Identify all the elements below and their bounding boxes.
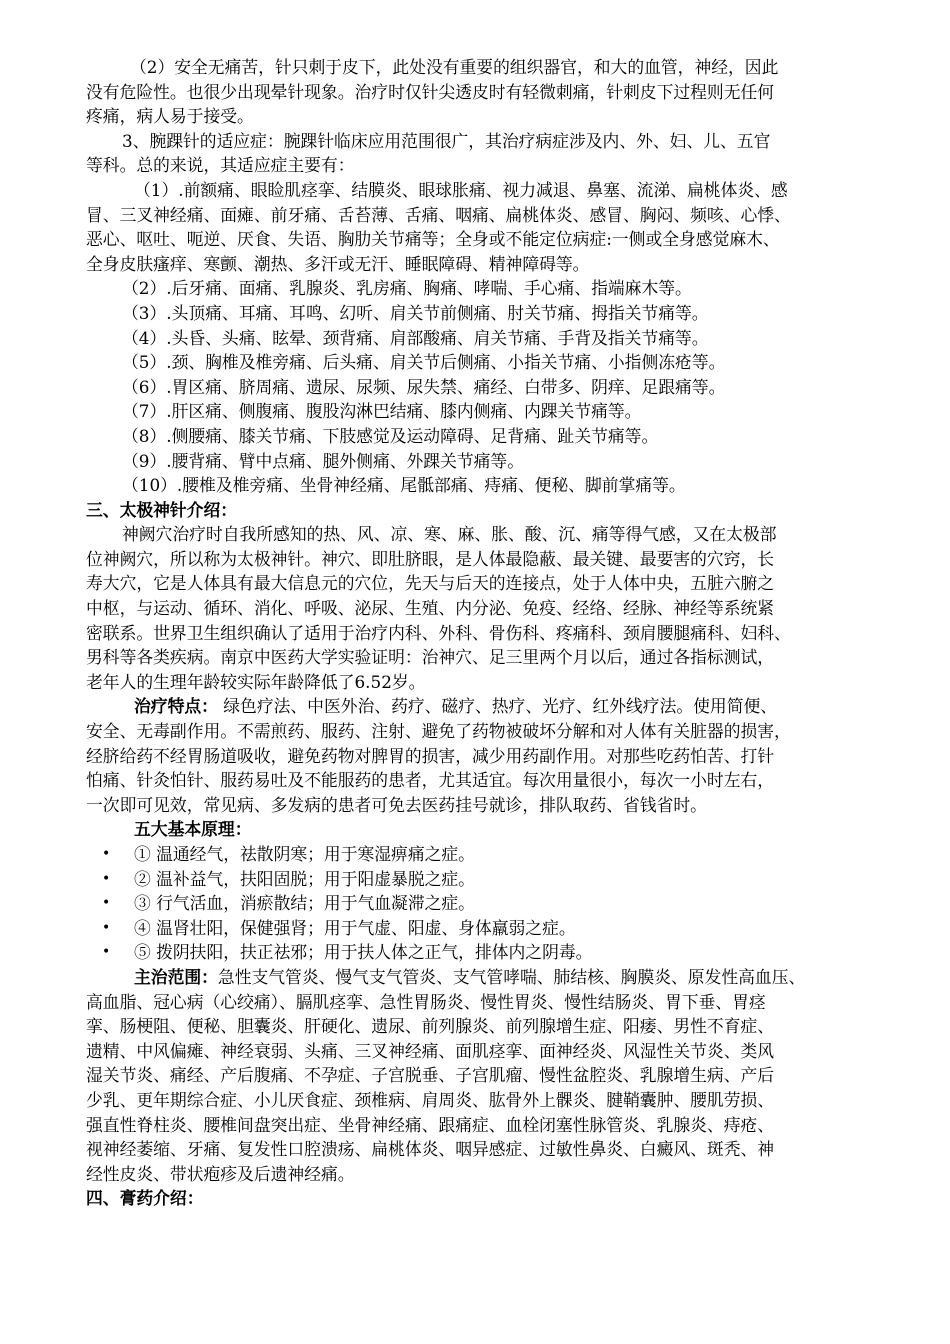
- text-line: [86, 571, 866, 596]
- line-text: 绿色疗法、中医外治、药疗、磁疗、热疗、光疗、红外线疗法。使用简便、: [217, 696, 778, 717]
- text-line: [86, 719, 866, 744]
- line-text: （9）.腰背痛、臂中点痛、腿外侧痛、外踝关节痛等。: [122, 450, 524, 471]
- text-line: [86, 645, 866, 670]
- text-line: [86, 153, 866, 178]
- line-text: 等科。总的来说，其适应症主要有：: [86, 155, 355, 176]
- line-text: ① 温通经气，祛散阴寒；用于寒湿痹痛之症。: [134, 844, 475, 864]
- line-text: 挛、肠梗阻、便秘、胆囊炎、肝硬化、遗尿、前列腺炎、前列腺增生症、阳痿、男性不育症、: [86, 1016, 775, 1037]
- bullet-item: [86, 940, 866, 965]
- bullet-icon: •: [102, 919, 111, 936]
- text-line: [86, 252, 866, 277]
- line-text: 老年人的生理年龄较实际年龄降低了6.52岁。: [86, 671, 426, 692]
- line-text: ③ 行气活血，消瘀散结；用于气血凝滞之症。: [134, 893, 475, 914]
- line-text: 男科等各类疾病。南京中医药大学实验证明：治神穴、足三里两个月以后，通过各指标测试，: [86, 647, 775, 668]
- line-text: （6）.胃区痛、脐周痛、遗尿、尿频、尿失禁、痛经、白带多、阴痒、足跟痛等。: [122, 376, 726, 397]
- text-line: [86, 522, 866, 547]
- text-line: [86, 1162, 866, 1187]
- line-text: （2）.后牙痛、面痛、乳腺炎、乳房痛、胸痛、哮喘、手心痛、指端麻木等。: [122, 278, 692, 299]
- line-text: （2）安全无痛苦，针只刺于皮下，此处没有重要的组织器官，和大的血管，神经，因此: [130, 57, 779, 77]
- text-line: [86, 1039, 866, 1064]
- line-text: 高血脂、冠心病（心绞痛）、膈肌痉挛、急性胃肠炎、慢性胃炎、慢性结肠炎、胃下垂、胃痉: [86, 991, 766, 1012]
- line-text: （1）.前额痛、眼睑肌痉挛、结膜炎、眼球胀痛、视力减退、鼻塞、流涕、扁桃体炎、感: [134, 179, 788, 200]
- text-line: [86, 547, 866, 572]
- line-text: 密联系。世界卫生组织确认了适用于治疗内科、外科、骨伤科、疼痛科、颈肩腰腿痛科、妇科、: [86, 622, 791, 643]
- text-line: [86, 399, 866, 424]
- line-text: ② 温补益气，扶阳固脱；用于阳虚暴脱之症。: [134, 868, 475, 889]
- text-line: [86, 55, 866, 80]
- text-line: [86, 424, 866, 449]
- text-line: [86, 350, 866, 375]
- line-text: （10）.腰椎及椎旁痛、坐骨神经痛、尾骶部痛、痔痛、便秘、脚前掌痛等。: [122, 475, 686, 496]
- line-text: 遗精、中风偏瘫、神经衰弱、头痛、三叉神经痛、面肌痉挛、面神经炎、风湿性关节炎、类风: [86, 1040, 775, 1061]
- line-text: 寿大穴，它是人体具有最大信息元的穴位，先天与后天的连接点，处于人体中央，五脏六腑之: [86, 573, 775, 594]
- line-text: 经性皮炎、带状疱疹及后遗神经痛。: [86, 1163, 355, 1184]
- line-text: （8）.侧腰痛、膝关节痛、下肢感觉及运动障碍、足背痛、趾关节痛等。: [122, 425, 659, 446]
- bullet-item: [86, 916, 866, 941]
- text-line: [86, 1088, 866, 1113]
- text-line: [86, 694, 866, 719]
- text-line: [86, 375, 866, 400]
- text-line: [86, 276, 866, 301]
- line-text: 一次即可见效，常见病、多发病的患者可免去医药挂号就诊，排队取药、省钱省时。: [86, 794, 707, 815]
- section-heading: [86, 498, 866, 523]
- bullet-item: [86, 891, 866, 916]
- inline-label: 主治范围：: [134, 966, 218, 987]
- text-line: [86, 203, 866, 228]
- text-line: [86, 1113, 866, 1138]
- line-text: ④ 温肾壮阳，保健强肾；用于气虚、阳虚、身体羸弱之症。: [134, 917, 576, 938]
- line-text: （4）.头昏、头痛、眩晕、颈背痛、肩部酸痛、肩关节痛、手背及指关节痛等。: [122, 327, 709, 348]
- line-text: 3、腕踝针的适应症：腕踝针临床应用范围很广，其治疗病症涉及内、外、妇、儿、五官: [122, 130, 771, 151]
- bullet-icon: •: [102, 846, 111, 862]
- line-text: 五大基本原理：: [134, 819, 252, 840]
- text-line: [86, 449, 866, 474]
- line-text: （7）.肝区痛、侧腹痛、腹股沟淋巴结痛、膝内侧痛、内踝关节痛等。: [122, 401, 642, 422]
- text-line: [86, 326, 866, 351]
- line-text: （3）.头顶痛、耳痛、耳鸣、幻听、肩关节前侧痛、肘关节痛、拇指关节痛等。: [122, 302, 709, 323]
- line-text: 疼痛，病人易于接受。: [86, 106, 254, 127]
- text-line: [86, 473, 866, 498]
- line-text: 没有危险性。也很少出现晕针现象。治疗时仅针尖透皮时有轻微刺痛，针刺皮下过程则无任何: [86, 81, 775, 102]
- text-line: [86, 80, 866, 105]
- line-text: 四、膏药介绍：: [86, 1188, 204, 1209]
- inline-label: 治疗特点：: [134, 696, 218, 717]
- text-line: [86, 670, 866, 695]
- text-line: [86, 965, 866, 990]
- bullet-item: [86, 842, 866, 867]
- line-text: 冒、三叉神经痛、面瘫、前牙痛、舌苔薄、舌痛、咽痛、扁桃体炎、感冒、胸闷、频咳、心悸、: [86, 204, 791, 225]
- section-heading: [86, 817, 866, 842]
- section-heading: [86, 1186, 866, 1211]
- bullet-item: [86, 867, 866, 892]
- line-text: 全身皮肤瘙痒、寒颤、潮热、多汗或无汗、睡眠障碍、精神障碍等。: [86, 253, 590, 274]
- line-text: 强直性脊柱炎、腰椎间盘突出症、坐骨神经痛、跟痛症、血栓闭塞性脉管炎、乳腺炎、痔疮、: [86, 1114, 775, 1135]
- line-text: 怕痛、针灸怕针、服药易吐及不能服药的患者，尤其适宜。每次用量很小，每次一小时左右，: [86, 770, 775, 791]
- line-text: 神阙穴治疗时自我所感知的热、风、凉、寒、麻、胀、酸、沉、痛等得气感，又在太极部: [122, 524, 777, 545]
- line-text: 安全、无毒副作用。不需煎药、服药、注射、避免了药物被破坏分解和对人体有关脏器的损害，: [86, 721, 791, 742]
- text-line: [86, 793, 866, 818]
- line-text: 中枢，与运动、循环、消化、呼吸、泌尿、生殖、内分泌、免疫、经络、经脉、神经等系统紧: [86, 598, 775, 619]
- text-line: [86, 621, 866, 646]
- text-line: [86, 1137, 866, 1162]
- bullet-icon: •: [102, 944, 111, 961]
- line-text: 经脐给药不经胃肠道吸收，避免药物对脾胃的损害，减少用药副作用。对那些吃药怕苦、打针: [86, 745, 775, 766]
- line-text: 三、太极神针介绍：: [86, 499, 238, 520]
- text-line: [86, 990, 866, 1015]
- text-line: [86, 129, 866, 154]
- line-text: 急性支气管炎、慢气支气管炎、支气管哮喘、肺结核、胸膜炎、原发性高血压、: [217, 966, 806, 987]
- text-line: [86, 1063, 866, 1088]
- text-line: [86, 301, 866, 326]
- line-text: 湿关节炎、痛经、产后腹痛、不孕症、子宫脱垂、子宫肌瘤、慢性盆腔炎、乳腺增生病、产后: [86, 1065, 775, 1086]
- bullet-icon: •: [102, 870, 111, 887]
- line-text: 视神经萎缩、牙痛、复发性口腔溃疡、扁桃体炎、咽异感症、过敏性鼻炎、白癜风、斑秃、神: [86, 1139, 775, 1160]
- line-text: 位神阙穴，所以称为太极神针。神穴、即肚脐眼，是人体最隐蔽、最关键、最要害的穴窍，长: [86, 548, 775, 569]
- text-line: [86, 104, 866, 129]
- line-text: 恶心、呕吐、呃逆、厌食、失语、胸肋关节痛等；全身或不能定位病症:一侧或全身感觉麻木、: [86, 229, 780, 250]
- line-text: （5）.颈、胸椎及椎旁痛、后头痛、肩关节后侧痛、小指关节痛、小指侧冻疮等。: [122, 352, 726, 373]
- line-text: ⑤ 拨阴扶阳，扶正祛邪；用于扶人体之正气，排体内之阴毒。: [134, 942, 593, 963]
- text-line: [86, 744, 866, 769]
- text-line: [86, 227, 866, 252]
- text-line: [86, 596, 866, 621]
- bullet-icon: •: [102, 895, 111, 912]
- text-line: [86, 178, 866, 203]
- text-line: [86, 1014, 866, 1039]
- text-line: [86, 768, 866, 793]
- line-text: 少乳、更年期综合症、小儿厌食症、颈椎病、肩周炎、肱骨外上髁炎、腱鞘囊肿、腰肌劳损、: [86, 1089, 775, 1110]
